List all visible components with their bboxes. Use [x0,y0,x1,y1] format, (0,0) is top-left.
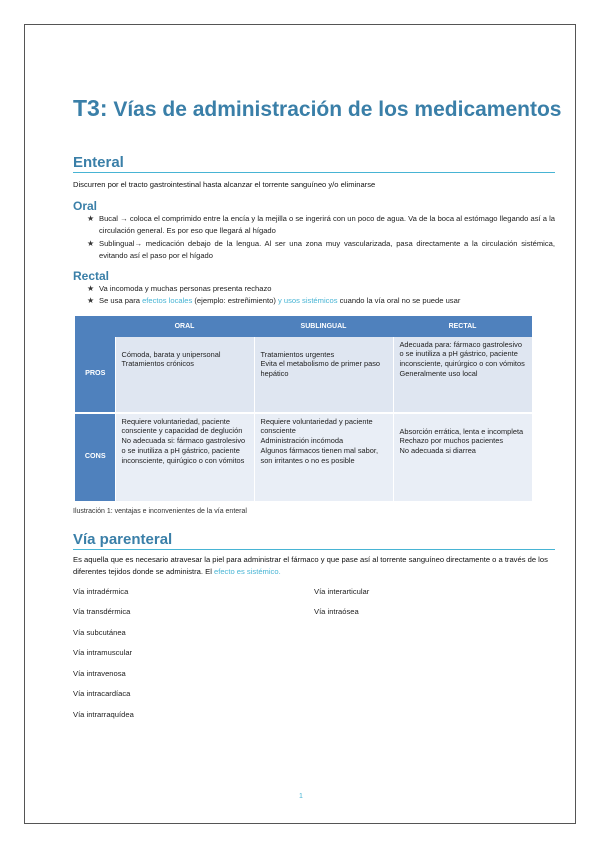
table-row-cons [75,413,532,501]
list-item [87,295,555,308]
cell-text: Absorción errática, lenta e incompleta Rechazo por muchos pacientes No adecuada si diarrea [399,426,524,456]
oral-bullet-list [73,213,555,263]
cell-text: Tratamientos urgentes Evita el metabolismo de primer paso hepático [260,349,381,379]
title-text: Vías de administración de los medicamentos [107,98,562,121]
star-bullet-icon: ★ [87,238,95,248]
cell-text: Cómoda, barata y unipersonal Tratamientos crónicos [121,349,221,369]
highlight-local-effects: efectos locales [142,296,193,306]
star-bullet-icon: ★ [87,283,95,293]
table-row-pros [75,337,532,413]
cell-text: Requiere voluntariedad, paciente consciente y capacidad de deglución No adecuada si: fármaco gastrolesivo o se inutiliza a pH gástrico, paciente inconsciente, quirúgico o con vómitos [121,416,246,465]
list-item: Vía intraósea [314,607,359,617]
subheading-oral: Oral [73,198,98,213]
column-header-oral: ORAL [115,316,254,337]
list-item: Vía intradérmica [73,586,129,596]
table-header-row [75,316,532,337]
cell-text: Requiere voluntariedad y paciente consciente Administración incómoda Algunos fármacos tienen mal sabor, son irritantes o no es posible [260,416,378,465]
table-cell [115,413,254,501]
column-header-sublingual: SUBLINGUAL [254,316,393,337]
bullet-text-a: Se usa para [99,296,143,306]
bullet-text-c: (ejemplo: estreñimiento) [192,296,278,306]
list-item: Vía intracardíaca [73,689,131,699]
table-corner-cell [75,316,115,337]
parenteral-routes [73,587,555,731]
list-item [87,283,555,296]
table-cell [254,337,393,413]
table-caption: Ilustración 1: ventajas e inconvenientes de la vía enteral [73,507,247,515]
list-item: Vía transdérmica [73,607,131,617]
highlight-systemic-uses: y usos sistémicos [277,296,338,306]
list-item: Vía subcutánea [73,627,126,637]
list-item [87,238,555,263]
section-heading-parenteral: Vía parenteral [73,531,555,550]
table-cell [393,337,532,413]
list-item: Vía intrarraquídea [73,709,134,719]
bullet-text: Sublingual→ medicación debajo de la lengua. Al ser una zona muy vascularizada, pasa directamente a la circulación sistémica, evitando así el paso por el hígado [99,238,555,261]
star-bullet-icon: ★ [87,213,95,223]
subheading-rectal: Rectal [73,268,110,283]
rectal-bullet-list [73,283,555,308]
document-title [73,95,562,123]
list-item: Vía interarticular [314,586,370,596]
bullet-text: Bucal → coloca el comprimido entre la encía y la mejilla o se ingerirá con un poco de agua. Va de la boca al estómago llegando así a la circulación general. Es por eso que llegará al hígado [99,213,555,236]
comparison-table [75,316,532,501]
table-cell [393,413,532,501]
section-heading-enteral: Enteral [73,154,555,173]
document-page [24,24,576,824]
table-cell [115,337,254,413]
page-number: 1 [299,793,303,800]
routes-column-right [314,587,555,731]
page-content [73,95,562,730]
highlight-systemic-effect: efecto es sistémico. [214,567,281,577]
list-item: Vía intravenosa [73,668,126,678]
table-cell [254,413,393,501]
row-header-pros: PROS [75,337,115,413]
parenteral-intro [73,554,555,579]
list-item [87,213,555,238]
bullet-text: Va incomoda y muchas personas presenta rechazo [99,283,272,293]
enteral-intro: Discurren por el tracto gastrointestinal hasta alcanzar el torrente sanguíneo y/o eliminarse [73,179,376,189]
cell-text: Adecuada para: fármaco gastrolesivo o se inutiliza a pH gástrico, paciente inconsciente, quirúrgico o con vómitos Generalmente uso local [399,339,525,378]
parenteral-intro-text: Es aquella que es necesario atravesar la piel para administrar el fármaco y que pase así al torrente sanguíneo directamente o a través de los diferentes tejidos donde se administra. El [73,554,548,577]
bullet-text-e: cuando la vía oral no se puede usar [337,296,461,306]
column-header-rectal: RECTAL [393,316,532,337]
row-header-cons: CONS [75,413,115,501]
routes-column-left [73,587,314,731]
title-prefix: T3: [73,95,108,121]
list-item: Vía intramuscular [73,648,133,658]
star-bullet-icon: ★ [87,296,95,306]
